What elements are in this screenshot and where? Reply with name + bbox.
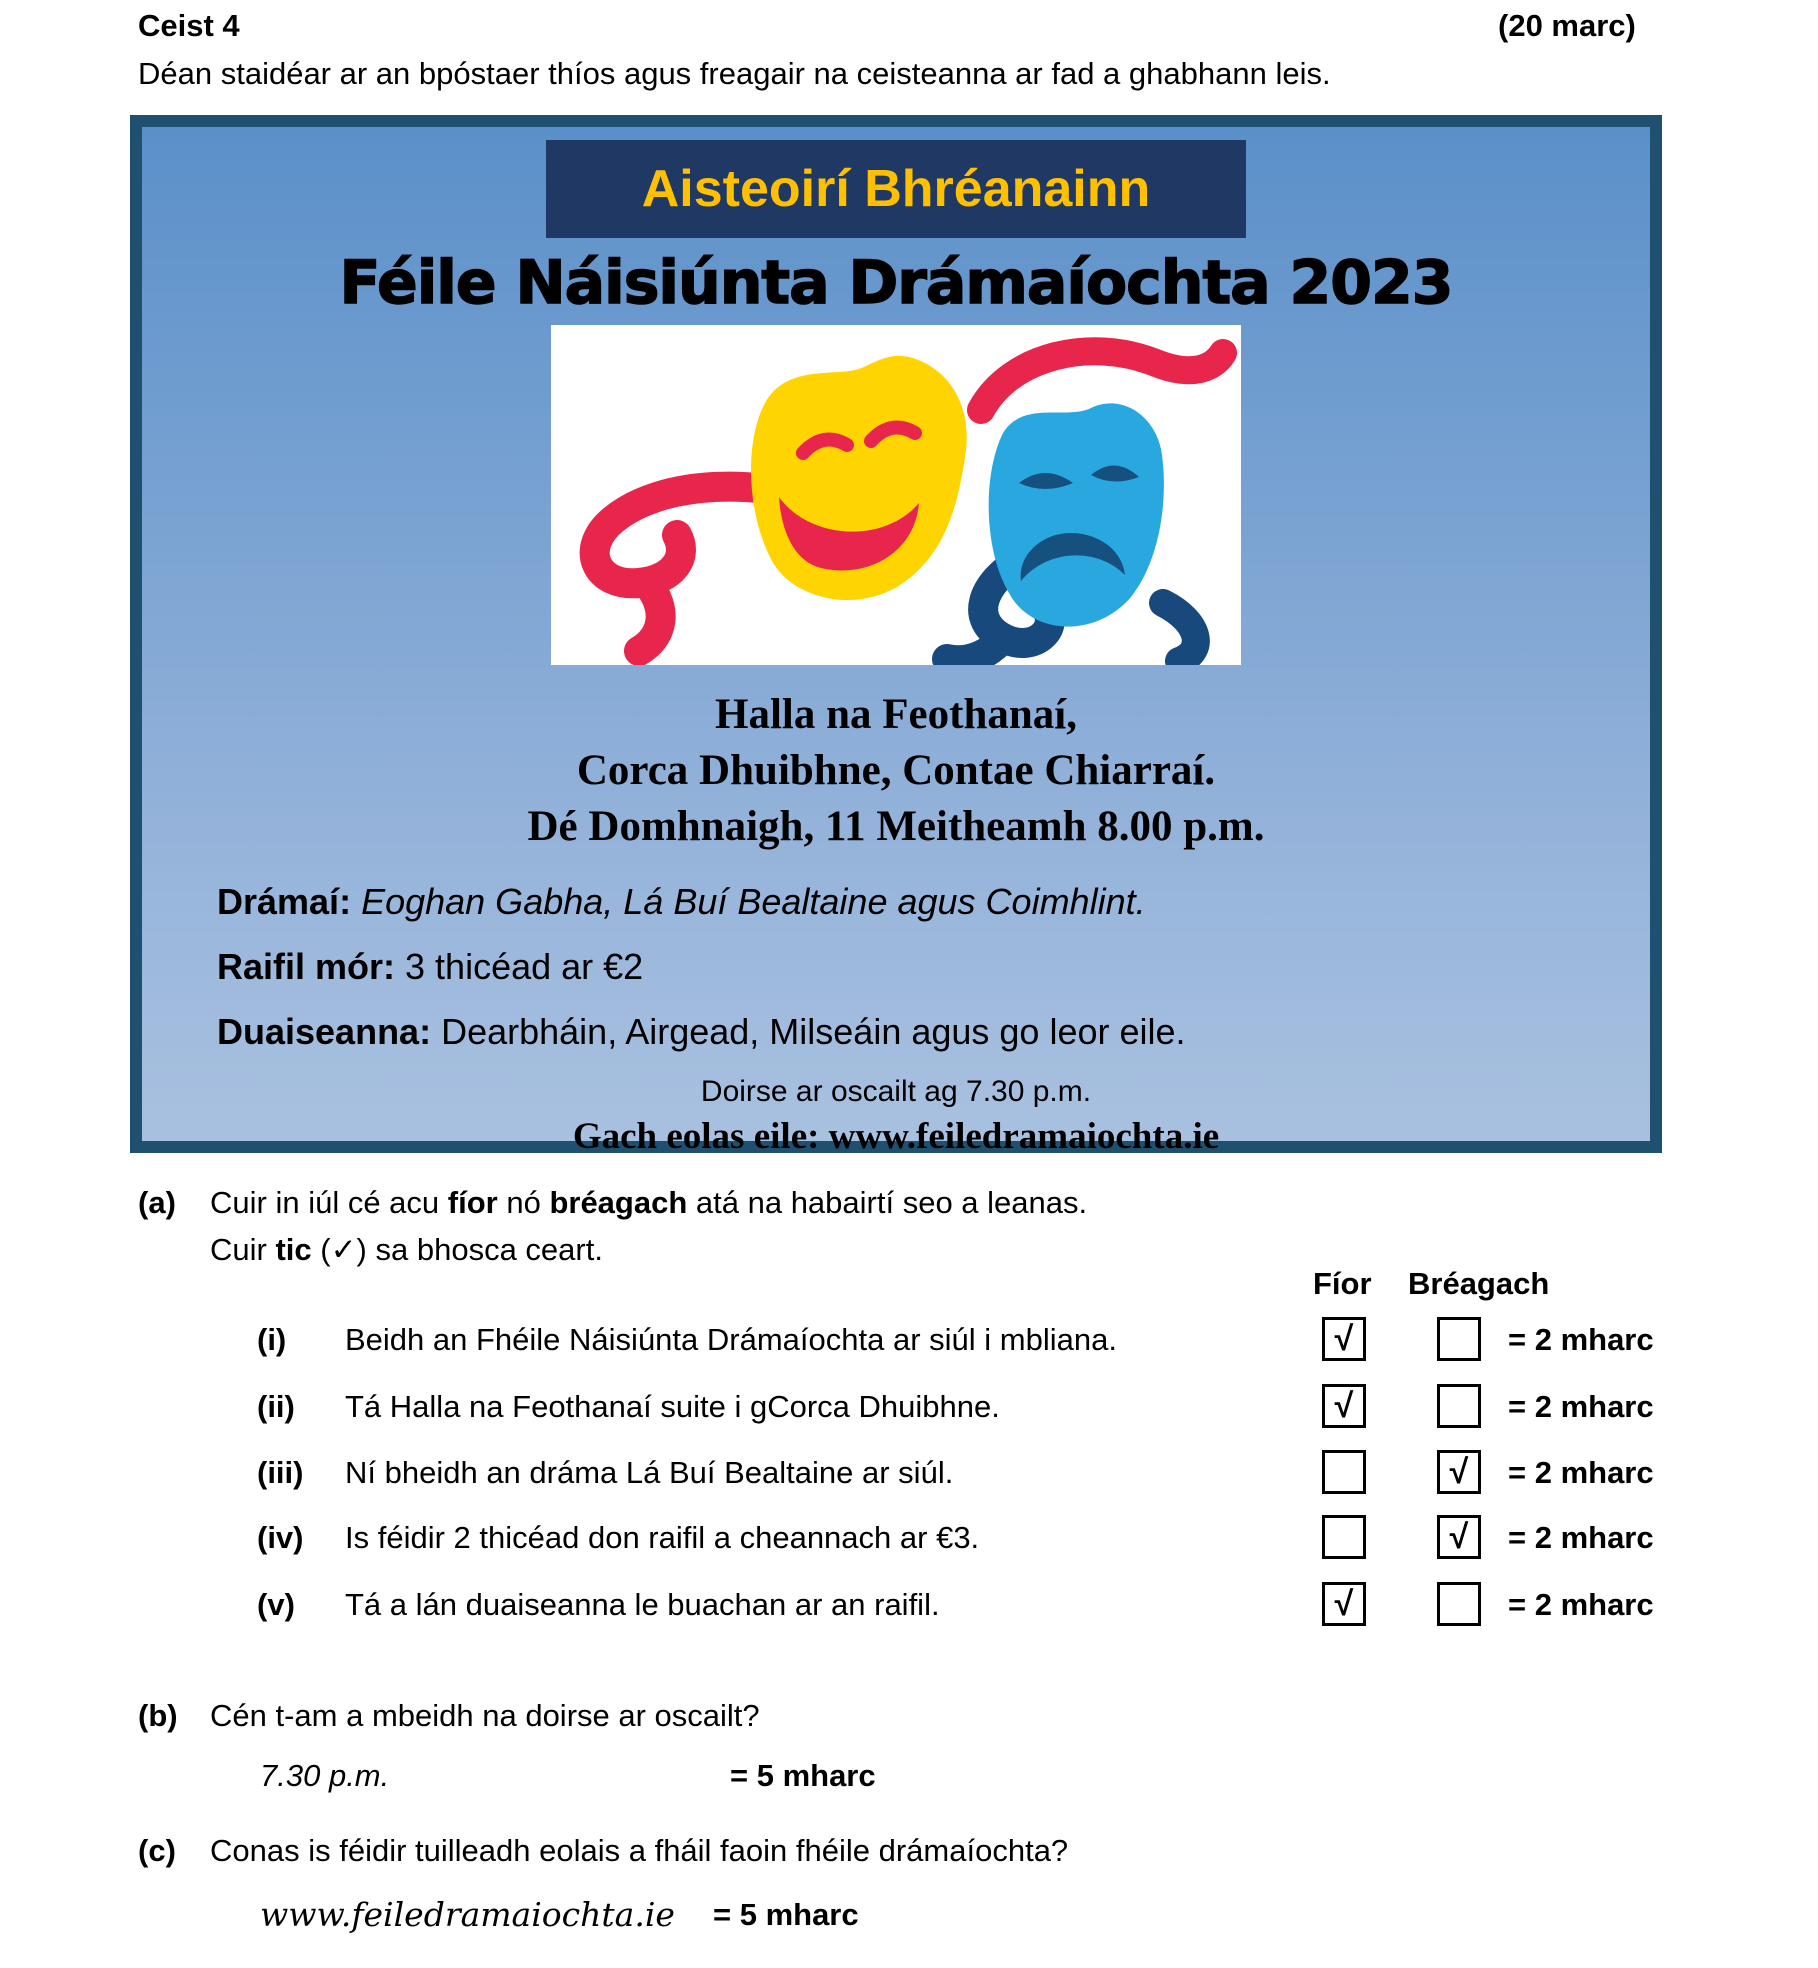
statement-number: (iii) <box>257 1455 304 1490</box>
part-a-text: Cuir in iúl cé acu <box>210 1185 448 1220</box>
question-instruction: Déan staidéar ar an bpóstaer thíos agus freagair na ceisteanna ar fad a ghabhann leis. <box>138 56 1331 91</box>
part-a-text: atá na habairtí seo a leanas. <box>687 1185 1088 1220</box>
dramas-line <box>217 880 1650 924</box>
column-header-breagach: Bréagach <box>1408 1266 1550 1301</box>
checkbox-fior-i[interactable]: √ <box>1322 1317 1366 1361</box>
statement-number: (ii) <box>257 1389 295 1424</box>
row-marks: = 2 mharc <box>1508 1389 1654 1424</box>
part-a-text: Cuir <box>210 1232 276 1267</box>
row-marks: = 2 mharc <box>1508 1587 1654 1622</box>
statement-row-i <box>0 1316 1818 1364</box>
part-b-answer: 7.30 p.m. <box>260 1758 390 1793</box>
statement-row-iv <box>0 1514 1818 1562</box>
part-c-question: Conas is féidir tuilleadh eolais a fháil faoin fhéile drámaíochta? <box>210 1833 1069 1868</box>
part-a-instruction-2 <box>210 1232 603 1268</box>
prizes-label: Duaiseanna: <box>217 1011 432 1052</box>
part-b-question: Cén t-am a mbeidh na doirse ar oscailt? <box>210 1698 760 1733</box>
part-c-marks: = 5 mharc <box>713 1897 859 1932</box>
checkbox-fior-iii[interactable] <box>1322 1450 1366 1494</box>
part-b-label: (b) <box>138 1698 178 1733</box>
row-marks: = 2 mharc <box>1508 1520 1654 1555</box>
question-number: Ceist 4 <box>138 8 240 43</box>
statement-row-v <box>0 1581 1818 1629</box>
prizes-text: Dearbháin, Airgead, Milseáin agus go leor eile. <box>431 1011 1186 1052</box>
tragedy-mask <box>989 403 1164 626</box>
checkbox-breagach-iii[interactable]: √ <box>1437 1450 1481 1494</box>
dramas-label: Drámaí: <box>217 881 352 922</box>
statement-text: Is féidir 2 thicéad don raifil a cheannach ar €3. <box>345 1520 980 1555</box>
venue-line-2: Corca Dhuibhne, Contae Chiarraí. <box>576 747 1216 794</box>
part-a-text: nó <box>497 1185 550 1220</box>
checkbox-fior-v[interactable]: √ <box>1322 1582 1366 1626</box>
checkbox-breagach-iv[interactable]: √ <box>1437 1515 1481 1559</box>
column-header-fior: Fíor <box>1313 1266 1372 1301</box>
statement-row-ii <box>0 1383 1818 1431</box>
statement-row-iii <box>0 1449 1818 1497</box>
part-b-marks: = 5 mharc <box>730 1758 876 1793</box>
part-a-label: (a) <box>138 1185 176 1220</box>
raffle-line <box>217 945 1650 989</box>
poster-title: Féile Náisiúnta Drámaíochta 2023 <box>339 248 1453 318</box>
checkbox-breagach-v[interactable] <box>1437 1582 1481 1626</box>
checkbox-fior-iv[interactable] <box>1322 1515 1366 1559</box>
blue-ribbon-right <box>1163 603 1196 661</box>
row-marks: = 2 mharc <box>1508 1455 1654 1490</box>
website-line: Gach eolas eile: www.feiledramaiochta.ie <box>572 1116 1220 1157</box>
club-name-banner <box>546 140 1246 238</box>
comedy-mask <box>751 356 967 600</box>
part-c-answer: www.feiledramaiochta.ie <box>260 1895 675 1934</box>
part-c-label: (c) <box>138 1833 176 1868</box>
row-marks: = 2 mharc <box>1508 1322 1654 1357</box>
prizes-line <box>217 1010 1650 1054</box>
part-a-bold-breagach: bréagach <box>549 1185 688 1220</box>
statement-number: (i) <box>257 1322 287 1357</box>
checkbox-fior-ii[interactable]: √ <box>1322 1384 1366 1428</box>
statement-text: Beidh an Fhéile Náisiúnta Drámaíochta ar siúl i mbliana. <box>345 1322 1117 1357</box>
drama-festival-poster <box>130 115 1662 1157</box>
part-a-text: (✓) sa bhosca ceart. <box>311 1232 603 1267</box>
doors-open-line: Doirse ar oscailt ag 7.30 p.m. <box>700 1075 1092 1108</box>
theatre-masks-image <box>551 325 1241 665</box>
question-marks: (20 marc) <box>1498 8 1636 43</box>
statement-text: Tá a lán duaiseanna le buachan ar an raifil. <box>345 1587 940 1622</box>
part-a-bold-tic: tic <box>275 1232 312 1267</box>
raffle-text: 3 thicéad ar €2 <box>395 946 644 987</box>
part-a-bold-fior: fíor <box>447 1185 498 1220</box>
club-name: Aisteoirí Bhréanainn <box>641 160 1151 218</box>
part-a-instruction-1 <box>210 1185 1087 1221</box>
statement-number: (v) <box>257 1587 295 1622</box>
statement-text: Ní bheidh an dráma Lá Buí Bealtaine ar siúl. <box>345 1455 954 1490</box>
statement-text: Tá Halla na Feothanaí suite i gCorca Dhuibhne. <box>345 1389 1000 1424</box>
statement-number: (iv) <box>257 1520 304 1555</box>
checkbox-breagach-ii[interactable] <box>1437 1384 1481 1428</box>
datetime-line: Dé Domhnaigh, 11 Meitheamh 8.00 p.m. <box>527 803 1265 850</box>
raffle-label: Raifil mór: <box>217 946 396 987</box>
venue-line-1: Halla na Feothanaí, <box>715 691 1077 738</box>
checkbox-breagach-i[interactable] <box>1437 1317 1481 1361</box>
dramas-text: Eoghan Gabha, Lá Buí Bealtaine agus Coimhlint. <box>351 881 1146 922</box>
